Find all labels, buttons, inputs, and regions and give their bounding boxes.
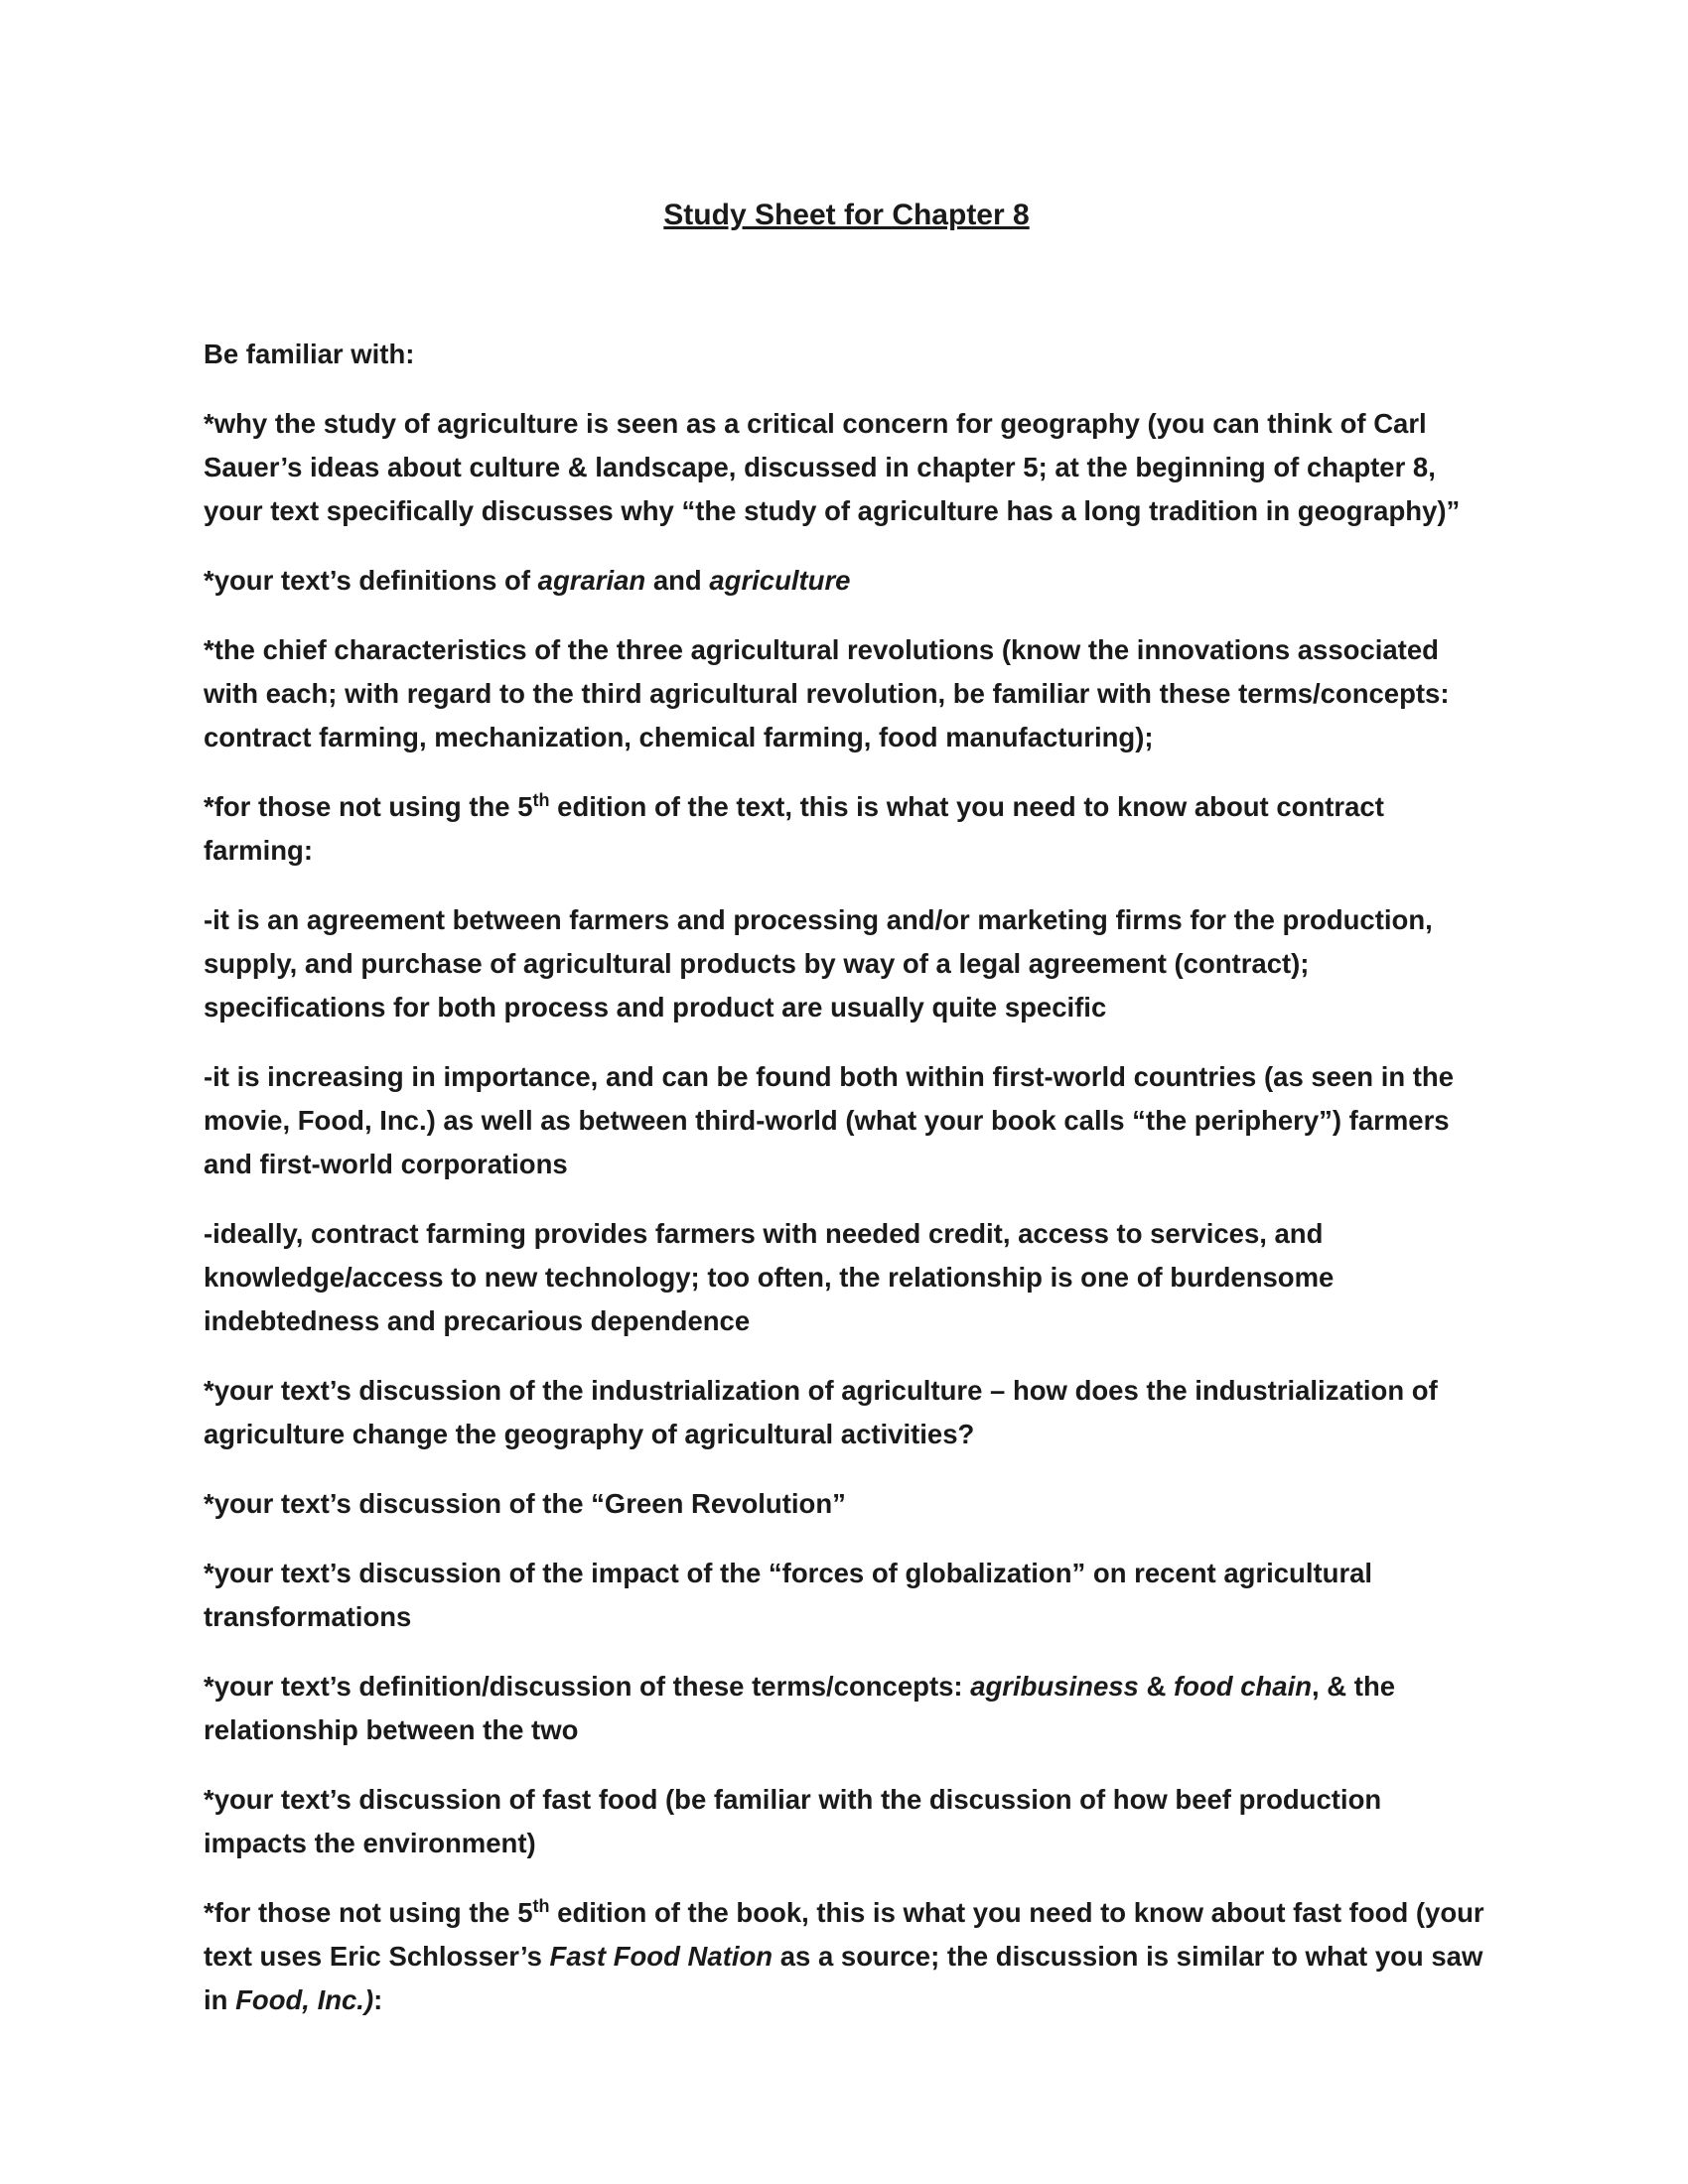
paragraph [204, 559, 1489, 603]
text-run: -it is an agreement between farmers and processing and/or marketing firms for the production, supply, and purchase of agricultural products by way of a legal agreement (contract); specifications for both process and product are usually quite specific [204, 904, 1433, 1023]
paragraph [204, 1369, 1489, 1456]
superscript-run: th [532, 789, 550, 810]
text-run: *your text’s definition/discussion of these terms/concepts: [204, 1671, 971, 1702]
text-run: edition of the book, this is what you need to know about fast food (your text uses Eric Schlosser’s [204, 1897, 1484, 1972]
text-run: & [1138, 1671, 1174, 1702]
text-run: as a source; the discussion is similar to what you saw in [204, 1941, 1483, 2015]
text-run: -ideally, contract farming provides farmers with needed credit, access to services, and knowledge/access to new technology; too often, the relationship is one of burdensome indebtedness and precarious dependence [204, 1218, 1335, 1336]
text-run: *your text’s discussion of the impact of the “forces of globalization” on recent agricultural transformations [204, 1558, 1373, 1632]
paragraph [204, 1665, 1489, 1752]
italic-run: agribusiness [970, 1671, 1139, 1702]
italic-run: Food, Inc.) [235, 1984, 374, 2015]
text-run: edition of the text, this is what you need to know about contract farming: [204, 791, 1384, 866]
paragraph [204, 1552, 1489, 1639]
paragraph [204, 1212, 1489, 1343]
text-run: : [373, 1984, 383, 2015]
text-run: *why the study of agriculture is seen as a critical concern for geography (you can think of Carl Sauer’s ideas about culture & landscape, discussed in chapter 5; at the beginning of chapter 8, your text specifically discusses why “the study of agriculture has a long tradition in geography)” [204, 408, 1461, 526]
paragraph [204, 628, 1489, 759]
italic-run: agriculture [709, 565, 851, 596]
text-run: *the chief characteristics of the three agricultural revolutions (know the innovations associated with each; with regard to the third agricultural revolution, be familiar with these terms/concepts: contract farming, mechanization, chemical farming, food manufacturing); [204, 634, 1450, 752]
paragraph [204, 898, 1489, 1029]
paragraph [204, 402, 1489, 533]
italic-run: agrarian [537, 565, 646, 596]
text-run: *your text’s discussion of the industrialization of agriculture – how does the industrialization of agriculture change the geography of agricultural activities? [204, 1375, 1438, 1449]
paragraph [204, 1482, 1489, 1526]
page-title: Study Sheet for Chapter 8 [663, 199, 1030, 231]
paragraph [204, 785, 1489, 873]
paragraph [204, 1055, 1489, 1186]
paragraph [204, 333, 1489, 376]
text-run: Be familiar with: [204, 339, 415, 369]
text-run: and [645, 565, 710, 596]
paragraph [204, 1891, 1489, 2022]
italic-run: food chain [1174, 1671, 1313, 1702]
document-body [204, 333, 1489, 2022]
text-run: *for those not using the 5 [204, 791, 533, 822]
text-run: *for those not using the 5 [204, 1897, 533, 1928]
paragraph [204, 1778, 1489, 1865]
superscript-run: th [532, 1895, 550, 1916]
text-run: *your text’s discussion of the “Green Revolution” [204, 1488, 846, 1519]
text-run: *your text’s definitions of [204, 565, 538, 596]
italic-run: Fast Food Nation [549, 1941, 774, 1972]
text-run: *your text’s discussion of fast food (be familiar with the discussion of how beef production impacts the environment) [204, 1784, 1382, 1858]
text-run: , & the relationship between the two [204, 1671, 1396, 1745]
text-run: -it is increasing in importance, and can be found both within first-world countries (as seen in the movie, Food, Inc.) as well as between third-world (what your book calls “the periphery”) farmers and first-world corporations [204, 1061, 1455, 1179]
